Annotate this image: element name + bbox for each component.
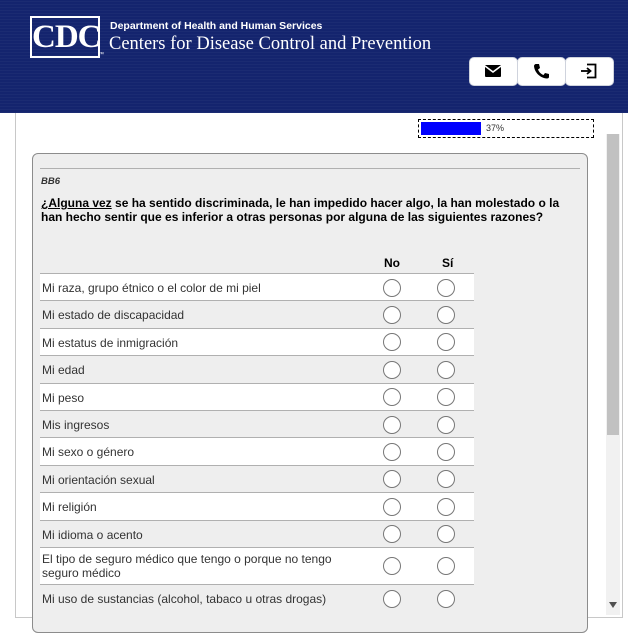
radio-yes[interactable]: [437, 361, 455, 379]
radio-yes[interactable]: [437, 498, 455, 516]
radio-yes[interactable]: [437, 590, 455, 608]
question-emphasis: ¿Alguna vez: [41, 196, 112, 210]
radio-yes[interactable]: [437, 557, 455, 575]
table-row: [40, 410, 474, 437]
scroll-down-arrow-icon[interactable]: [609, 602, 617, 608]
column-header-no: No: [384, 256, 400, 270]
exit-icon: [580, 63, 598, 79]
progress-bar: [418, 119, 594, 138]
radio-yes[interactable]: [437, 525, 455, 543]
row-label: Mi idioma o acento: [42, 527, 143, 542]
cdc-logo: CDC: [30, 16, 100, 58]
radio-no[interactable]: [383, 279, 401, 297]
table-row: [40, 300, 474, 327]
logo-trademark: ™: [98, 52, 104, 58]
radio-yes[interactable]: [437, 333, 455, 351]
row-label: Mi estado de discapacidad: [42, 308, 185, 323]
row-label: Mi peso: [42, 390, 85, 405]
divider: [40, 168, 580, 169]
email-button[interactable]: [470, 58, 517, 85]
vertical-scrollbar[interactable]: [606, 134, 620, 615]
table-row: [40, 465, 474, 492]
mail-icon: [484, 63, 502, 79]
question-card: [32, 153, 588, 633]
row-label: El tipo de seguro médico que tengo o porque no tengo seguro médico: [42, 551, 332, 580]
radio-no[interactable]: [383, 306, 401, 324]
radio-yes[interactable]: [437, 416, 455, 434]
radio-no[interactable]: [383, 361, 401, 379]
department-name: Department of Health and Human Services: [110, 20, 323, 32]
table-row: [40, 273, 474, 300]
row-label: Mi edad: [42, 363, 85, 378]
table-row: [40, 383, 474, 410]
answer-grid: [40, 273, 474, 611]
radio-no[interactable]: [383, 557, 401, 575]
row-label: Mi raza, grupo étnico o el color de mi piel: [42, 281, 261, 295]
radio-yes[interactable]: [437, 306, 455, 324]
table-row: [40, 492, 474, 519]
radio-no[interactable]: [383, 470, 401, 488]
radio-yes[interactable]: [437, 388, 455, 406]
radio-yes[interactable]: [437, 443, 455, 461]
progress-label: 37%: [486, 123, 505, 133]
table-row: [40, 328, 474, 355]
column-header-yes: Sí: [442, 256, 454, 270]
radio-yes[interactable]: [437, 279, 455, 297]
phone-button[interactable]: [518, 58, 565, 85]
table-row: [40, 520, 474, 547]
radio-no[interactable]: [383, 525, 401, 543]
table-row: [40, 547, 474, 584]
row-label: Mi uso de sustancias (alcohol, tabaco u otras drogas): [42, 591, 327, 606]
site-header: [0, 0, 628, 113]
phone-icon: [532, 63, 550, 79]
radio-no[interactable]: [383, 590, 401, 608]
table-row: [40, 437, 474, 464]
radio-no[interactable]: [383, 333, 401, 351]
question-id: BB6: [41, 176, 61, 187]
scrollbar-thumb[interactable]: [607, 134, 619, 435]
row-label: Mi religión: [42, 500, 97, 515]
progress-fill: [421, 122, 481, 135]
row-label: Mi sexo o género: [42, 445, 135, 460]
row-label: Mis ingresos: [42, 417, 110, 432]
row-label: Mi estatus de inmigración: [42, 335, 179, 350]
table-row: [40, 584, 474, 611]
exit-button[interactable]: [566, 58, 613, 85]
radio-yes[interactable]: [437, 470, 455, 488]
radio-no[interactable]: [383, 416, 401, 434]
radio-no[interactable]: [383, 498, 401, 516]
agency-name: Centers for Disease Control and Prevention: [109, 34, 432, 54]
question-text: [41, 196, 577, 224]
radio-no[interactable]: [383, 443, 401, 461]
radio-no[interactable]: [383, 388, 401, 406]
question-body: se ha sentido discriminada, le han impedido hacer algo, la han molestado o la han hecho sentir que es inferior a otras personas por alguna de las siguientes razones?: [41, 196, 560, 224]
table-row: [40, 355, 474, 382]
row-label: Mi orientación sexual: [42, 472, 155, 487]
